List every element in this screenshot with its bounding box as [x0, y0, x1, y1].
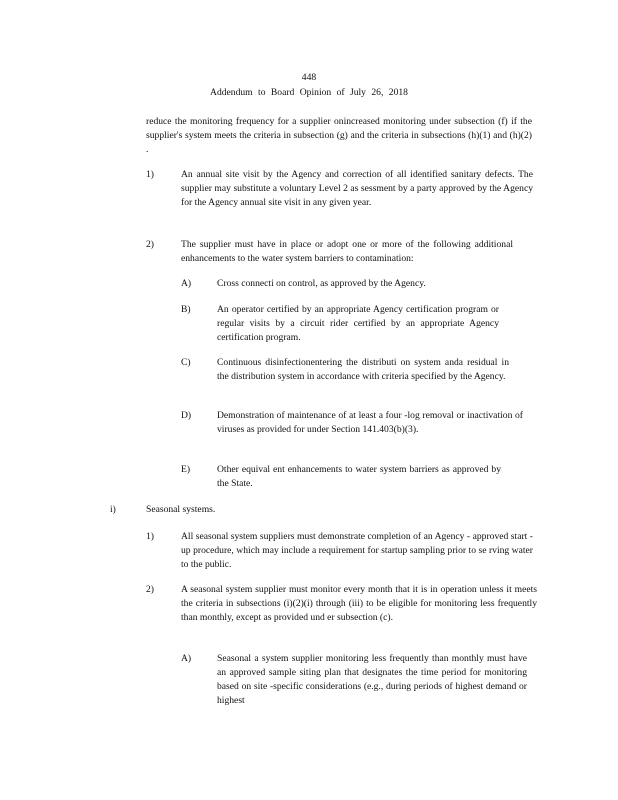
subitem-label: E) — [181, 464, 191, 475]
section-heading: Seasonal systems. — [146, 504, 216, 515]
subitem-label: A) — [181, 278, 192, 289]
subitem-label: C) — [181, 357, 191, 368]
subitem-text: Demonstration of maintenance of at least a four -log removal or inactivation of viruses as provided for under Section 141.403(b)(3). — [217, 410, 523, 435]
section-label: i) — [110, 504, 116, 515]
subitem-text: Continuous disinfectionentering the distributi on system anda residual in the distribution system in accordance with criteria specified by the Agency. — [217, 357, 509, 382]
item-text: An annual site visit by the Agency and correction of all identified sanitary defects. The supplier may substitute a voluntary Level 2 as sessment by a party approved by the Agency for the Agency annual site visit in any given year. — [181, 169, 533, 208]
subitem-label: A) — [181, 653, 192, 664]
subitem-text: Other equival ent enhancements to water system barriers as approved by the State. — [217, 464, 501, 489]
item-label: 1) — [146, 531, 154, 542]
page-header: Addendum to Board Opinion of July 26, 2018 — [210, 87, 408, 98]
item-label: 2) — [146, 584, 154, 595]
subitem-text: Cross connecti on control, as approved by the Agency. — [217, 278, 426, 289]
page-number: 448 — [301, 72, 317, 83]
subitem-text: An operator certified by an appropriate Agency certification program or regular visits by a circuit rider certified by an appropriate Agency certification program. — [217, 304, 499, 343]
item-text: All seasonal system suppliers must demonstrate completion of an Agency - approved start -up procedure, which may include a requirement for startup sampling prior to se rving water to the public. — [181, 531, 533, 570]
item-label: 1) — [146, 169, 154, 180]
item-text: A seasonal system supplier must monitor every month that it is in operation unless it meets the criteria in subsections (i)(2)(i) through (iii) to be eligible for monitoring less frequently than monthly, except as provided und er subsection (c). — [181, 584, 537, 623]
subitem-label: D) — [181, 410, 192, 421]
subitem-label: B) — [181, 304, 191, 315]
intro-paragraph: reduce the monitoring frequency for a supplier onincreased monitoring under subsection (f) if the supplier's system meets the criteria in subsection (g) and the criteria in subsections (h)(1) and (h)(2) . — [146, 116, 532, 155]
item-text: The supplier must have in place or adopt one or more of the following additional enhancements to the water system barriers to contamination: — [181, 239, 513, 264]
subitem-text: Seasonal a system supplier monitoring less frequently than monthly must have an approved sample siting plan that designates the time period for monitoring based on site -specific considerations (e.g., during periods of highest demand or highest — [217, 653, 527, 706]
item-label: 2) — [146, 239, 154, 250]
